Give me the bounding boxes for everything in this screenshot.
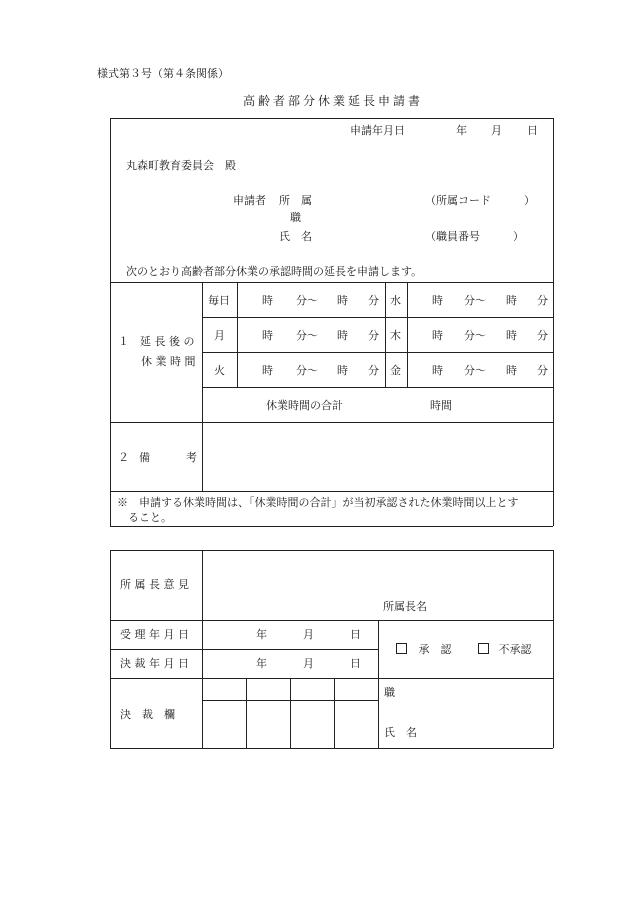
- time-minute-from: 分〜: [296, 329, 318, 342]
- day-label: 月: [214, 329, 225, 342]
- note-line2: ること。: [128, 511, 172, 524]
- decision-column-label: 決 裁 欄: [120, 708, 175, 721]
- addressee: 丸森町教育委員会 殿: [126, 159, 236, 172]
- time-hour: 時: [262, 294, 273, 307]
- time-hour: 時: [506, 294, 517, 307]
- approve-label: 承 認: [418, 643, 452, 656]
- application-month: 月: [491, 124, 502, 137]
- decision-day: 日: [350, 657, 361, 670]
- received-day: 日: [350, 628, 361, 641]
- reject-option[interactable]: [478, 643, 532, 655]
- affiliation-label: 所 属: [279, 194, 312, 207]
- time-hour: 時: [337, 364, 348, 377]
- position-label: 職: [290, 211, 301, 224]
- section1-label-line1: １ 延 長 後 の: [118, 335, 195, 348]
- reject-label: 不承認: [498, 643, 532, 656]
- time-minute: 分: [368, 294, 379, 307]
- applicant-label: 申請者: [233, 194, 266, 207]
- application-day: 日: [527, 124, 538, 137]
- total-label: 休業時間の合計: [266, 399, 343, 412]
- section2-label-b: 考: [186, 451, 197, 464]
- day-label: 金: [390, 364, 401, 377]
- received-month: 月: [303, 628, 314, 641]
- reject-checkbox[interactable]: [478, 643, 489, 654]
- time-minute: 分: [368, 329, 379, 342]
- time-hour: 時: [262, 364, 273, 377]
- section1-label-line2: 休 業 時 間: [141, 355, 196, 368]
- name-label: 氏 名: [279, 230, 312, 243]
- supervisor-name-label: 所属長名: [383, 600, 427, 613]
- form-number: 様式第３号（第４条関係）: [97, 67, 229, 80]
- received-date-label: 受 理 年 月 日: [120, 628, 189, 641]
- time-hour: 時: [432, 294, 443, 307]
- section2-number: ２: [118, 451, 129, 464]
- application-year: 年: [456, 124, 467, 137]
- time-hour: 時: [262, 329, 273, 342]
- time-minute: 分: [537, 364, 548, 377]
- received-year: 年: [256, 628, 267, 641]
- time-minute: 分: [537, 294, 548, 307]
- time-hour: 時: [337, 329, 348, 342]
- total-unit: 時間: [430, 399, 452, 412]
- decision-year: 年: [256, 657, 267, 670]
- note-line1: ※ 申請する休業時間は、「休業時間の合計」が当初承認された休業時間以上とす: [117, 496, 519, 509]
- decision-month: 月: [303, 657, 314, 670]
- decision-date-label: 決 裁 年 月 日: [120, 657, 189, 670]
- affiliation-code: （所属コード ）: [425, 194, 535, 207]
- section2-label-a: 備: [139, 451, 150, 464]
- time-minute-from: 分〜: [464, 364, 486, 377]
- day-label: 水: [390, 294, 401, 307]
- decision-name-label: 氏 名: [384, 726, 417, 739]
- day-label: 木: [390, 329, 401, 342]
- approve-option[interactable]: [396, 643, 452, 655]
- decision-post-label: 職: [384, 686, 395, 699]
- time-minute-from: 分〜: [464, 294, 486, 307]
- time-hour: 時: [337, 294, 348, 307]
- application-date-label: 申請年月日: [350, 124, 405, 137]
- staff-number: （職員番号 ）: [425, 230, 524, 243]
- form-title: 高齢者部分休業延長申請書: [243, 94, 424, 108]
- time-minute-from: 分〜: [296, 364, 318, 377]
- time-minute-from: 分〜: [296, 294, 318, 307]
- day-label: 火: [214, 364, 225, 377]
- request-text: 次のとおり高齢者部分休業の承認時間の延長を申請します。: [126, 265, 423, 278]
- time-minute: 分: [368, 364, 379, 377]
- supervisor-opinion-label: 所 属 長 意 見: [120, 578, 189, 591]
- time-hour: 時: [432, 364, 443, 377]
- time-minute: 分: [537, 329, 548, 342]
- approve-checkbox[interactable]: [396, 643, 407, 654]
- day-label: 毎日: [208, 294, 230, 307]
- time-hour: 時: [432, 329, 443, 342]
- time-hour: 時: [506, 364, 517, 377]
- time-minute-from: 分〜: [464, 329, 486, 342]
- time-hour: 時: [506, 329, 517, 342]
